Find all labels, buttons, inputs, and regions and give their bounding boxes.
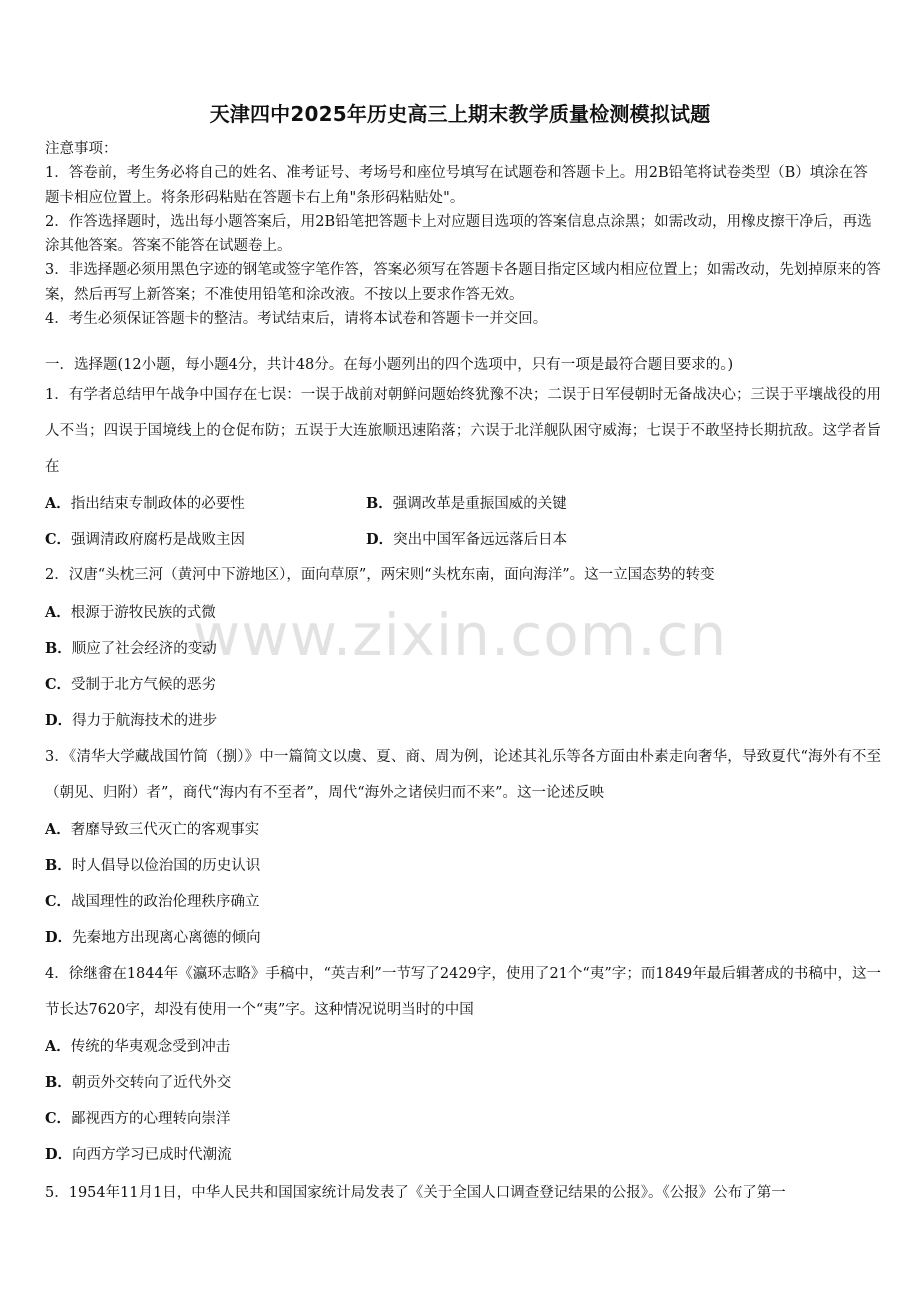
option-a (45, 601, 216, 625)
option-text: 时人倡导以俭治国的历史认识 (71, 858, 261, 874)
option-c (45, 528, 245, 552)
section-header: 一．选择题(12小题，每小题4分，共计48分。在每小题列出的四个选项中，只有一项是最符合题目要求的。) (45, 357, 734, 373)
question-stem: 4．徐继畬在1844年《瀛环志略》手稿中，“英吉利”一节写了2429字，使用了21个“夷”字；而1849年最后辑著成的书稿中，这一节长达7620字，却没有使用一个“夷”字。这种情况说明当时的中国 (45, 966, 881, 1018)
option-text: 鄙视西方的心理转向崇洋 (71, 1111, 231, 1127)
option-text: 根源于游牧民族的式微 (70, 605, 216, 621)
option-text: 战国理性的政治伦理秩序确立 (71, 894, 260, 910)
question-stem: 3．《清华大学藏战国竹简（捌）》中一篇简文以虞、夏、商、周为例，论述其礼乐等各方面由朴素走向奢华，导致夏代“海外有不至（朝见、归附）者”，商代“海内有不至者”，周代“海外之诸侯归而不来”。这一论述反映 (45, 749, 881, 801)
option-text: 指出结束专制政体的必要性 (70, 496, 245, 512)
question-stem: 2．汉唐“头枕三河（黄河中下游地区），面向草原”，两宋则“头枕东南，面向海洋”。这一立国态势的转变 (45, 567, 715, 583)
option-d (45, 709, 217, 733)
page-title: 天津四中2025年历史高三上期末教学质量检测模拟试题 (209, 102, 711, 126)
option-a (45, 1035, 230, 1059)
option-letter: B． (45, 857, 72, 874)
option-c (45, 890, 260, 914)
option-letter: A． (45, 604, 71, 621)
option-text: 先秦地方出现离心离德的倾向 (72, 930, 261, 946)
option-d (366, 528, 567, 552)
watermark: www.zixin.com.cn (192, 601, 728, 669)
option-b (366, 492, 567, 516)
notice-item: 3．非选择题必须用黑色字迹的钢笔或签字笔作答，答案必须写在答题卡各题目指定区域内相应位置上；如需改动，先划掉原来的答案，然后再写上新答案；不准使用铅笔和涂改液。不按以上要求作答无效。 (45, 262, 881, 303)
option-text: 奢靡导致三代灭亡的客观事实 (70, 822, 260, 838)
notice-item: 2．作答选择题时，选出每小题答案后，用2B铅笔把答题卡上对应题目选项的答案信息点涂黑；如需改动，用橡皮擦干净后，再选涂其他答案。答案不能答在试题卷上。 (45, 213, 872, 255)
option-a (45, 818, 259, 842)
option-letter: A． (45, 821, 71, 838)
option-letter: B． (45, 640, 72, 657)
option-letter: C． (45, 1110, 72, 1127)
option-letter: B． (45, 1074, 72, 1091)
option-b (45, 854, 260, 878)
option-text: 向西方学习已成时代潮流 (72, 1147, 232, 1163)
option-text: 受制于北方气候的恶劣 (71, 677, 217, 693)
option-letter: C． (45, 676, 72, 693)
option-letter: B． (366, 495, 393, 512)
option-letter: D． (45, 712, 73, 729)
option-letter: D． (45, 929, 73, 946)
option-text: 传统的华夷观念受到冲击 (70, 1039, 231, 1055)
option-text: 顺应了社会经济的变动 (71, 641, 217, 657)
question-stem: 5．1954年11月1日，中华人民共和国国家统计局发表了《关于全国人口调查登记结果的公报》。《公报》公布了第一 (45, 1185, 786, 1201)
option-letter: C． (45, 893, 72, 910)
option-text: 朝贡外交转向了近代外交 (71, 1075, 232, 1091)
option-d (45, 1143, 232, 1167)
option-text: 强调清政府腐朽是战败主因 (71, 532, 246, 548)
notice-item: 4．考生必须保证答题卡的整洁。考试结束后，请将本试卷和答题卡一并交回。 (45, 311, 548, 328)
option-letter: D． (366, 531, 394, 548)
option-a (45, 492, 245, 516)
question-stem: 1．有学者总结甲午战争中国存在七误：一误于战前对朝鲜问题始终犹豫不决；二误于日军侵朝时无备战决心；三误于平壤战役的用人不当；四误于国境线上的仓促布防；五误于大连旅顺迅速陷落；六误于北洋舰队困守威海；七误于不敢坚持长期抗敌。这学者旨在 (45, 387, 881, 475)
option-c (45, 673, 216, 697)
option-c (45, 1107, 231, 1131)
notice-heading: 注意事项： (45, 141, 118, 157)
option-letter: A． (45, 495, 71, 512)
option-letter: C． (45, 531, 72, 548)
option-b (45, 1071, 231, 1095)
option-text: 突出中国军备远远落后日本 (393, 532, 568, 548)
option-d (45, 926, 261, 950)
option-letter: A． (45, 1038, 71, 1055)
notice-item: 1．答卷前，考生务必将自己的姓名、准考证号、考场号和座位号填写在试题卷和答题卡上。用2B铅笔将试卷类型（B）填涂在答题卡相应位置上。将条形码粘贴在答题卡右上角"条形码粘贴处"。 (45, 165, 868, 206)
option-letter: D． (45, 1146, 73, 1163)
option-b (45, 637, 217, 661)
option-text: 强调改革是重振国威的关键 (392, 496, 567, 512)
notice-section (45, 137, 881, 331)
option-text: 得力于航海技术的进步 (72, 713, 218, 729)
